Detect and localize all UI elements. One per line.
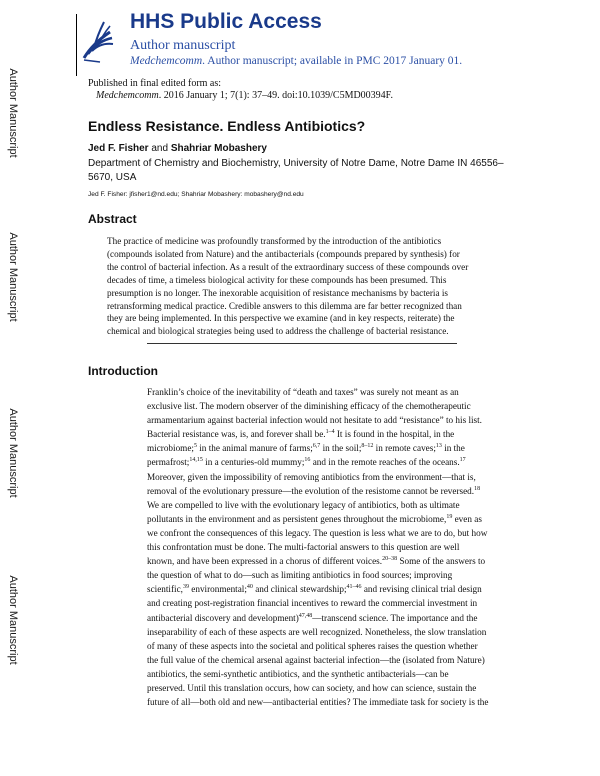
article-title: Endless Resistance. Endless Antibiotics? xyxy=(88,118,366,134)
intro-line: antibacterial discovery and development)$^{47,48}$—transcend science. The importance and the xyxy=(147,612,478,623)
sidebar-label-3: Author Manuscript xyxy=(7,408,19,498)
intro-line: We are compelled to live with the evolutionary legacy of antibiotics, both as ultimate xyxy=(147,499,460,510)
header-subtitle: Author manuscript xyxy=(130,38,236,53)
intro-line: scientific,$^{39}$ environmental;$^{40}$ and clinical stewardship;$^{41-46}$ and revising clinical trial design xyxy=(147,584,482,595)
abstract-line: decades of time, a timeless biological activity for these compounds has been presumed. This xyxy=(107,274,447,285)
intro-line: exclusive list. The modern observer of the diminishing efficacy of the chemotherapeutic xyxy=(147,401,471,412)
intro-line: microbiome;$^5$ in the animal manure of farms;$^{6,7}$ in the soil;$^{8-12}$ in remote caves;$^{13}$ in the xyxy=(147,443,465,454)
abstract-line: chemical and biological strategies being used to address the challenge of bacterial resistance. xyxy=(107,326,449,337)
citation: Medchemcomm. 2016 January 1; 7(1): 37–49. doi:10.1039/C5MD00394F. xyxy=(96,90,393,101)
header-title: HHS Public Access xyxy=(130,10,322,33)
author-emails: Jed F. Fisher: jfisher1@nd.edu; Shahriar Mobashery: mobashery@nd.edu xyxy=(88,191,304,198)
abstract-line: The practice of medicine was profoundly transformed by the introduction of the antibiotics xyxy=(107,236,442,246)
intro-line: permafrost;$^{14,15}$ in a centuries-old mummy;$^{16}$ and in the remote reaches of the oceans.$^{17}$ xyxy=(147,457,466,468)
introduction-heading: Introduction xyxy=(88,364,158,378)
abstract-line: the control of bacterial infection. As a result of the extraordinary success of these compounds over xyxy=(107,261,469,272)
intro-line: pollutants in the environment and as persistent genes throughout the microbiome,$^{19}$ even as xyxy=(147,513,482,524)
section-divider xyxy=(147,343,457,344)
intro-line: this confrontation must be done. The multi-factorial answers to this question are well xyxy=(147,542,460,553)
intro-line: of many of these aspects into the societal and political spheres raises the question whether xyxy=(147,640,478,651)
intro-line: Franklin’s choice of the inevitability of “death and taxes” was surely not meant as an xyxy=(147,387,459,397)
hhs-eagle-logo-icon xyxy=(80,18,116,64)
header-divider xyxy=(76,14,77,76)
sidebar-label-4: Author Manuscript xyxy=(7,575,19,665)
intro-line: the full value of the chemical arsenal against bacterial infection—the (isolated from Nature) xyxy=(147,654,485,665)
intro-line: and creating post-registration financial incentives to reward the commercial investment in xyxy=(147,598,478,609)
intro-line: removal of the evolutionary pressure—the evolution of the resistome cannot be reversed.$^{18}$ xyxy=(147,485,481,496)
intro-line: antibiotics, the semi-synthetic antibiotics, and the synthetic antibacterials—can be xyxy=(147,668,449,679)
abstract-line: presumption is no longer. The inexorable acquisition of resistance mechanisms by bacteria is xyxy=(107,287,448,298)
abstract-heading: Abstract xyxy=(88,212,137,226)
abstract-line: (compounds isolated from Nature) and the antibacterials (compounds prepared by synthesis) for xyxy=(107,248,460,259)
introduction-body xyxy=(147,385,527,709)
affiliation: Department of Chemistry and Biochemistry, University of Notre Dame, Notre Dame IN 46556–5670, USA xyxy=(88,158,504,183)
abstract-body xyxy=(107,235,487,338)
author-list: Jed F. Fisher and Shahriar Mobashery xyxy=(88,143,267,154)
abstract-line: they are being implemented. In this perspective we examine (and in key respects, reiterate) the xyxy=(107,313,455,324)
intro-line: future of all—both old and new—antibacterial entities? The immediate task for society is the xyxy=(147,697,489,708)
sidebar-label-1: Author Manuscript xyxy=(7,68,19,158)
intro-line: we confront the consequences of this legacy. The question is less what we are to do, but how xyxy=(147,527,488,538)
intro-line: the question of what to do—such as limiting antibiotics in food sources; improving xyxy=(147,570,453,581)
sidebar-label-2: Author Manuscript xyxy=(7,232,19,322)
journal-availability: Medchemcomm. Author manuscript; available in PMC 2017 January 01. xyxy=(130,55,463,67)
intro-line: armamentarium against bacterial infection would not hesitate to add “resistance” to his list. xyxy=(147,415,482,426)
intro-line: known, and have been expressed in a chorus of different voices.$^{20-38}$ Some of the answers to xyxy=(147,556,486,567)
intro-line: preserved. Until this translation occurs, how can society, and how can science, sustain the xyxy=(147,682,477,693)
intro-line: Moreover, given the impossibility of removing antibiotics from the environment—that is, xyxy=(147,471,476,482)
published-label: Published in final edited form as: xyxy=(88,78,222,89)
intro-line: inseparability of each of these aspects are well recognized. Nonetheless, the slow translation xyxy=(147,626,487,637)
abstract-line: retransforming medical practice. Credible answers to this dilemma are far better recognized than xyxy=(107,300,462,311)
intro-line: Bacterial resistance was, is, and forever shall be.$^{1-4}$ It is found in the hospital, in the xyxy=(147,429,455,440)
